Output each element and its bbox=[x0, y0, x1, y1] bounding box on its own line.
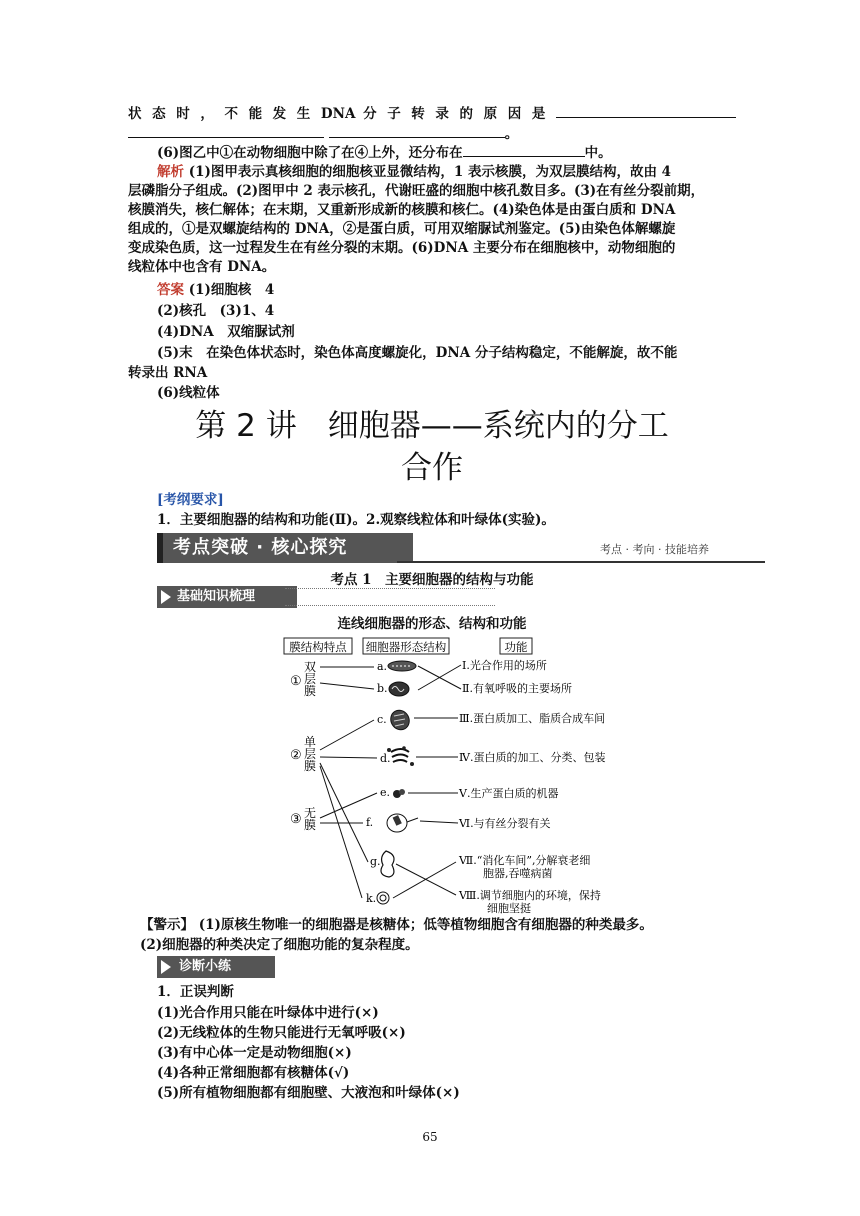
figure-title: 连线细胞器的形态、结构和功能 bbox=[337, 616, 527, 632]
answer-line-6: (6)线粒体 bbox=[157, 385, 220, 401]
chapter-title-line2: 合作 bbox=[401, 450, 463, 486]
group-double-membrane bbox=[290, 660, 316, 698]
banner-tag: 考点 · 考向 · 技能培养 bbox=[600, 543, 709, 556]
header-membrane: 膜结构特点 bbox=[289, 640, 347, 654]
answer-label: 答案 bbox=[157, 282, 184, 298]
answer-line-1 bbox=[157, 281, 736, 300]
subheading-basic-knowledge bbox=[157, 586, 297, 608]
judgement-item-4: (4)各种正常细胞都有核糖体(√) bbox=[157, 1065, 350, 1081]
group-char: 膜 bbox=[304, 818, 317, 832]
organelle-label: c. bbox=[377, 713, 387, 726]
answer-line-5b: 转录出 RNA bbox=[128, 365, 208, 381]
header-box-function bbox=[500, 638, 532, 654]
judgement-item-2: (2)无线粒体的生物只能进行无氧呼吸(×) bbox=[157, 1025, 406, 1041]
blank-line bbox=[463, 143, 585, 157]
function-label: Ⅳ.蛋白质的加工、分类、包装 bbox=[459, 751, 606, 764]
function-label: Ⅰ.光合作用的场所 bbox=[462, 659, 547, 672]
function-label: Ⅴ.生产蛋白质的机器 bbox=[459, 787, 559, 800]
organelle-label: e. bbox=[380, 786, 391, 799]
figure-headers bbox=[284, 638, 532, 654]
analysis-line-6: 线粒体中也含有 DNA。 bbox=[128, 259, 276, 275]
analysis-line-4: 组成的，①是双螺旋结构的 DNA，②是蛋白质，可用双缩脲试剂鉴定。(5)由染色体解螺旋 bbox=[128, 221, 676, 237]
analysis-text: (1)图甲表示真核细胞的细胞核亚显微结构，1 表示核膜，为双层膜结构，故由 4 bbox=[188, 164, 672, 180]
answer-line-5: (5)末 在染色体状态时，染色体高度螺旋化，DNA 分子结构稳定，不能解旋，故不能 bbox=[157, 345, 678, 361]
function-label: Ⅶ.“消化车间”,分解衰老细 bbox=[459, 854, 591, 867]
section-title: 考点 1 主要细胞器的结构与功能 bbox=[330, 572, 534, 588]
judgement-item-3: (3)有中心体一定是动物细胞(×) bbox=[157, 1045, 352, 1061]
function-label: 胞器,吞噬病菌 bbox=[483, 867, 553, 880]
mitochondrion-drawing bbox=[389, 682, 409, 696]
analysis-line-2: 层磷脂分子组成。(2)图甲中 2 表示核孔，代谢旺盛的细胞中核孔数目多。(3)在有丝分裂前期， bbox=[128, 183, 705, 199]
group-char: 层 bbox=[304, 747, 317, 761]
analysis-line-1 bbox=[157, 163, 736, 182]
group-number: ② bbox=[290, 748, 302, 763]
warning-line-2: (2)细胞器的种类决定了细胞功能的复杂程度。 bbox=[140, 937, 419, 953]
matching-lines-right bbox=[393, 665, 461, 898]
vacuole-drawing bbox=[377, 892, 389, 904]
analysis-label: 解析 bbox=[157, 164, 184, 180]
group-number: ③ bbox=[290, 812, 302, 827]
period: 。 bbox=[504, 126, 519, 142]
organelle-label: d. bbox=[380, 752, 391, 765]
dotted-rule bbox=[285, 588, 495, 606]
analysis-line-5: 变成染色质，这一过程发生在有丝分裂的末期。(6)DNA 主要分布在细胞核中，动物细胞的 bbox=[128, 240, 676, 256]
question-6-end: 中。 bbox=[584, 145, 612, 161]
function-labels bbox=[458, 658, 606, 915]
group-char: 无 bbox=[304, 806, 317, 820]
judgement-item-5: (5)所有植物细胞都有细胞壁、大液泡和叶绿体(×) bbox=[157, 1085, 460, 1101]
answer-line-4: (4)DNA 双缩脲试剂 bbox=[157, 324, 295, 340]
lysosome-drawing bbox=[381, 851, 394, 877]
group-char: 单 bbox=[304, 735, 317, 749]
question-5-text: 状 态 时 ， 不 能 发 生 DNA 分 子 转 录 的 原 因 是 bbox=[128, 106, 549, 122]
matching-lines-left bbox=[320, 667, 377, 898]
golgi-apparatus-drawing bbox=[387, 746, 414, 766]
warning-text: (1)原核生物唯一的细胞器是核糖体；低等植物细胞含有细胞器的种类最多。 bbox=[198, 917, 653, 933]
subheading-label: 诊断小练 bbox=[179, 959, 232, 974]
header-box-form bbox=[363, 638, 449, 654]
section-banner: 考点突破 · 核心探究 bbox=[157, 533, 413, 563]
group-char: 膜 bbox=[304, 684, 317, 698]
blank-line bbox=[128, 124, 324, 138]
question-5-line2 bbox=[128, 124, 736, 144]
header-box-membrane bbox=[284, 638, 352, 654]
header-form: 细胞器形态结构 bbox=[365, 640, 447, 654]
organelle-label: k. bbox=[366, 892, 377, 905]
group-single-membrane bbox=[290, 735, 316, 773]
organelle-label: f. bbox=[366, 816, 374, 829]
organelle-label: b. bbox=[377, 682, 388, 695]
question-6-text: (6)图乙中①在动物细胞中除了在④上外，还分布在 bbox=[157, 145, 463, 161]
judgement-item-1: (1)光合作用只能在叶绿体中进行(×) bbox=[157, 1005, 379, 1021]
warning-line-1 bbox=[140, 916, 750, 935]
blank-line bbox=[556, 104, 736, 118]
question-5-line bbox=[128, 104, 736, 124]
arrow-icon bbox=[161, 960, 171, 974]
requirements-text: 1．主要细胞器的结构和功能(Ⅱ)。2.观察线粒体和叶绿体(实验)。 bbox=[157, 512, 555, 528]
ribosome-drawing bbox=[393, 789, 405, 798]
question-6 bbox=[157, 143, 736, 163]
chapter-title: 第 2 讲 细胞器——系统内的分工 bbox=[195, 408, 669, 444]
group-char: 层 bbox=[304, 672, 317, 686]
subheading-diagnose bbox=[157, 956, 275, 978]
endoplasmic-reticulum-drawing bbox=[387, 707, 413, 733]
banner-rule bbox=[397, 561, 765, 563]
blank-line bbox=[329, 124, 505, 138]
group-number: ① bbox=[290, 674, 302, 689]
header-function: 功能 bbox=[504, 640, 528, 654]
function-label: Ⅲ.蛋白质加工、脂质合成车间 bbox=[459, 712, 606, 725]
requirements-label: [考纲要求] bbox=[157, 492, 224, 508]
organelle-labels bbox=[366, 660, 391, 905]
group-no-membrane bbox=[290, 806, 316, 832]
warning-label: 【警示】 bbox=[140, 917, 194, 933]
page-number: 65 bbox=[422, 1130, 438, 1144]
centrosome-drawing bbox=[387, 814, 418, 832]
subheading-label: 基础知识梳理 bbox=[177, 589, 256, 604]
organelle-label: a. bbox=[377, 660, 388, 673]
function-label: Ⅷ.调节细胞内的环境，保持 bbox=[459, 889, 601, 902]
chloroplast-drawing bbox=[388, 661, 416, 671]
function-label: Ⅱ.有氧呼吸的主要场所 bbox=[462, 682, 572, 695]
arrow-icon bbox=[161, 590, 171, 604]
judgement-heading: 1．正误判断 bbox=[157, 984, 234, 1000]
answer-1: (1)细胞核 4 bbox=[188, 282, 275, 298]
analysis-line-3: 核膜消失，核仁解体；在末期，又重新形成新的核膜和核仁。(4)染色体是由蛋白质和 DNA bbox=[128, 202, 676, 218]
group-char: 膜 bbox=[304, 759, 317, 773]
function-label: 细胞坚挺 bbox=[487, 902, 531, 915]
answer-line-2: (2)核孔 (3)1、4 bbox=[157, 303, 275, 319]
organelle-label: g. bbox=[370, 855, 381, 868]
group-char: 双 bbox=[304, 660, 317, 674]
function-label: Ⅵ.与有丝分裂有关 bbox=[459, 817, 551, 830]
